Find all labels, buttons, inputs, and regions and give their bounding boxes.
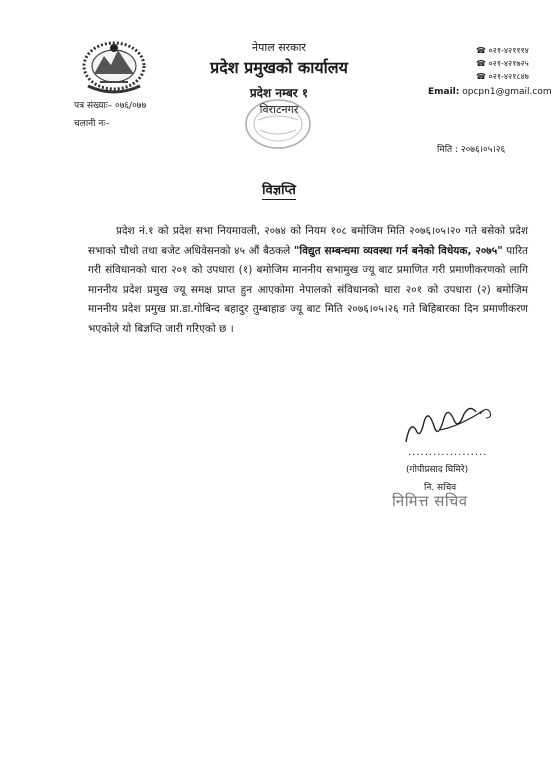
province-name: प्रदेश नम्बर १ [249, 86, 309, 100]
reference-number: पत्र संख्याः– ०७६/०७७ [74, 101, 147, 111]
phone-number: ☎ ०२१-४२१७२५ [476, 59, 529, 68]
acting-secretary-stamp: निमित्त सचिव [392, 492, 468, 510]
phone-number: ☎ ०२१-४२१८४७ [476, 72, 529, 81]
body-text-part1: प्रदेश नं.१ को प्रदेश सभा नियमावली, २०७४ को नियम १०८ बमोजिम मिति २०७६।०५।२० गते बसेको प्रदेश सभाको चौथो तथा बजेट अधिवेसनको ४५ औं बैठकले [88, 225, 528, 257]
office-name: प्रदेश प्रमुखको कार्यालय [210, 58, 348, 77]
handwritten-signature [400, 400, 500, 450]
city-name: विराटनगर [259, 103, 299, 116]
phone-numbers [476, 44, 529, 83]
letter-date: मिति : २०७६।०५।२६ [437, 145, 506, 155]
signatory-name: (गोपीप्रसाद घिमिरे) [406, 465, 469, 475]
email-line [428, 87, 552, 97]
bill-title: "विद्युत सम्बन्धमा व्यवस्था गर्न बनेको विधेयक, २०७५" [293, 244, 503, 257]
office-seal-stamp [244, 98, 312, 150]
notice-heading-text: विज्ञप्ति [262, 183, 296, 198]
email-address[interactable]: opcpn1@gmail.com [462, 87, 552, 97]
signatory-title: नि. सचिव [424, 483, 457, 493]
notice-heading [0, 180, 558, 198]
government-name: नेपाल सरकार [252, 41, 306, 54]
body-text-part2: पारित गरी संविधानको धारा २०१ को उपधारा (१) बमोजिम माननीय सभामुख ज्यू बाट प्रमाणित गरी प्रमाणीकरणको लागि माननीय प्रदेश प्रमुख ज्यू समक्ष प्राप्त हुन आएकोमा नेपालको संविधानको धारा २०१ को उपधारा (२) बमोजिम माननीय प्रदेश प्रमुख प्रा.डा.गोबिन्द बहादुर तुम्बाहाङ ज्यू बाट मिति २०७६।०५।२६ गते बिहिबारका दिन प्रमाणीकरण भएकोले यो बिज्ञप्ति जारी गरिएको छ । [88, 244, 528, 335]
signature-line: ................... [408, 447, 488, 458]
phone-number: ☎ ०२१-४२१११४ [476, 46, 529, 55]
email-label: Email: [428, 87, 460, 97]
dispatch-number: चलानी नः– [74, 119, 110, 129]
notice-body [88, 222, 528, 340]
